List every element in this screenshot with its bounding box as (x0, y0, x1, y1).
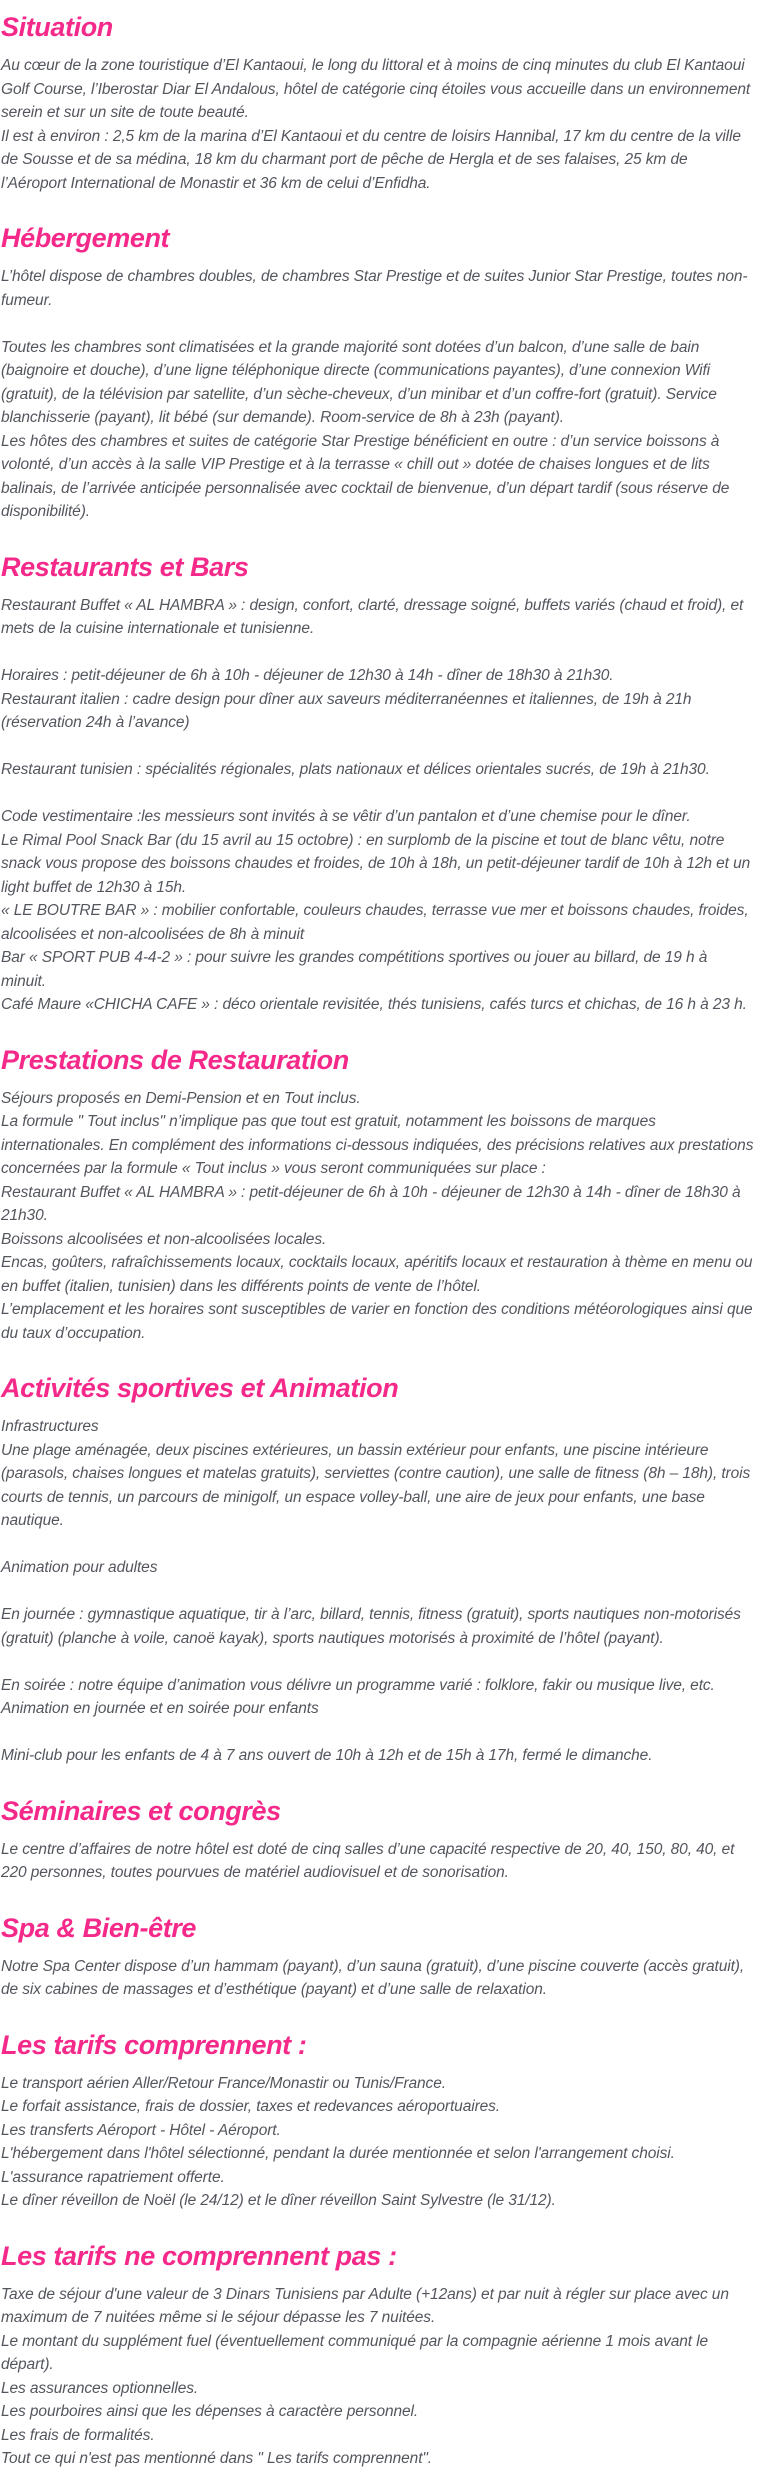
paragraph-spacer (1, 641, 756, 665)
paragraph: « LE BOUTRE BAR » : mobilier confortable, couleurs chaudes, terrasse vue mer et boissons chaudes, froides, alcoolisées et non-alcoolisées de 8h à minuit (1, 902, 749, 943)
section-heading: Hébergement (1, 223, 170, 253)
paragraph: Bar « SPORT PUB 4-4-2 » : pour suivre les grandes compétitions sportives ou jouer au billard, de 19 h à minuit. (1, 949, 708, 990)
paragraph: Les transferts Aéroport - Hôtel - Aéroport. (1, 2121, 281, 2139)
paragraph: Les pourboires ainsi que les dépenses à caractère personnel. (1, 2403, 419, 2420)
paragraph: Le montant du supplément fuel (éventuellement communiqué par la compagnie aérienne 1 mois avant le départ). (1, 2332, 709, 2373)
paragraph: Animation pour adultes (1, 1559, 158, 1576)
paragraph: L’hôtel dispose de chambres doubles, de chambres Star Prestige et de suites Junior Star Prestige, toutes non-fumeur. (1, 268, 748, 309)
paragraph: L’emplacement et les horaires sont susceptibles de varier en fonction des conditions météorologiques ainsi que du taux d’occupation. (1, 1301, 753, 1342)
paragraph: Une plage aménagée, deux piscines extérieures, un bassin extérieur pour enfants, une piscine intérieure (parasols, chaises longues et matelas gratuits), serviettes (contre caution), une salle de fitness (8h – 18h), trois courts de tennis, un parcours de minigolf, un espace volley-ball, une aire de jeux pour enfants, une base nautique. (1, 1441, 751, 1529)
paragraph: Le centre d’affaires de notre hôtel est doté de cinq salles d’une capacité respective de 20, 40, 150, 80, 40, et 220 personnes, toutes pourvues de matériel audiovisuel et de sonorisation. (1, 1840, 735, 1881)
paragraph: Les assurances optionnelles. (1, 2379, 199, 2397)
section-spa-bien-etre (1, 1911, 756, 2002)
paragraph-spacer (1, 1580, 756, 1604)
paragraph: Au cœur de la zone touristique d’El Kantaoui, le long du littoral et à moins de cinq minutes du club El Kantaoui Golf Course, l’Iberostar Diar El Andalous, hôtel de catégorie cinq étoiles vous accueille dans un environnement serein et sur un site de toute beauté. (1, 57, 751, 121)
paragraph: Taxe de séjour d'une valeur de 3 Dinars Tunisiens par Adulte (+12ans) et par nuit à régler sur place avec un maximum de 7 nuitées même si le séjour dépasse les 7 nuitées. (1, 2285, 729, 2326)
section-heading: Les tarifs comprennent : (1, 2029, 307, 2060)
section-les-tarifs-comprennent (1, 2028, 756, 2213)
paragraph-spacer (1, 1650, 756, 1674)
paragraph-spacer (1, 782, 756, 806)
paragraph: Café Maure «CHICHA CAFE » : déco orientale revisitée, thés tunisiens, cafés turcs et chichas, de 16 h à 23 h. (1, 996, 747, 1013)
paragraph: En soirée : notre équipe d’animation vous délivre un programme varié : folklore, fakir ou musique live, etc. (1, 1676, 715, 1694)
paragraph: Tout ce qui n'est pas mentionné dans " Les tarifs comprennent". (1, 2450, 433, 2467)
paragraph-spacer (1, 312, 756, 336)
paragraph: Le transport aérien Aller/Retour France/Monastir ou Tunis/France. (1, 2074, 446, 2092)
paragraph-spacer (1, 1533, 756, 1557)
section-restaurants-et-bars (1, 550, 756, 1017)
paragraph: Restaurant italien : cadre design pour dîner aux saveurs méditerranéennes et italiennes, de 19h à 21h (réservation 24h à l’avance) (1, 690, 692, 731)
section-heading: Les tarifs ne comprennent pas : (1, 2240, 397, 2271)
paragraph: Restaurant tunisien : spécialités régionales, plats nationaux et délices orientales sucrés, de 19h à 21h30. (1, 761, 710, 778)
paragraph: L'assurance rapatriement offerte. (1, 2168, 225, 2186)
paragraph: Les frais de formalités. (1, 2426, 155, 2444)
paragraph: Horaires : petit-déjeuner de 6h à 10h - déjeuner de 12h30 à 14h - dîner de 18h30 à 21h30. (1, 667, 614, 684)
paragraph: Animation en journée et en soirée pour enfants (1, 1700, 319, 1717)
section-heading: Séminaires et congrès (1, 1795, 281, 1826)
paragraph: Encas, goûters, rafraîchissements locaux, cocktails locaux, apéritifs locaux et restauration à thème en menu ou en buffet (italien, tunisien) dans les différents points de vente de l’hôtel. (1, 1254, 753, 1295)
section-activites-sportives-et-animation (1, 1371, 756, 1768)
section-heading: Prestations de Restauration (1, 1044, 349, 1075)
paragraph: Le forfait assistance, frais de dossier, taxes et redevances aéroportuaires. (1, 2098, 501, 2115)
section-les-tarifs-ne-comprennent-pas (1, 2239, 756, 2471)
paragraph: Le dîner réveillon de Noël (le 24/12) et le dîner réveillon Saint Sylvestre (le 31/12). (1, 2192, 556, 2209)
paragraph: Notre Spa Center dispose d’un hammam (payant), d’un sauna (gratuit), d’une piscine couverte (accès gratuit), de six cabines de massages et d’esthétique (payant) et d’une salle de relaxation. (1, 1957, 745, 1998)
paragraph: Toutes les chambres sont climatisées et la grande majorité sont dotées d’un balcon, d’une salle de bain (baignoire et douche), d’une ligne téléphonique directe (communications payantes), d’une connexion Wifi (gratuit), de la télévision par satellite, d’un sèche-cheveux, d’un minibar et d’un coffre-fort (gratuit). Service blanchisserie (payant), lit bébé (sur demande). Room-service de 8h à 23h (payant). (1, 338, 717, 426)
paragraph: Restaurant Buffet « AL HAMBRA » : petit-déjeuner de 6h à 10h - déjeuner de 12h30 à 14h - dîner de 18h30 à 21h30. (1, 1183, 741, 1224)
paragraph-spacer (1, 1721, 756, 1745)
paragraph: Le Rimal Pool Snack Bar (du 15 avril au 15 octobre) : en surplomb de la piscine et tout de blanc vêtu, notre snack vous propose des boissons chaudes et froides, de 10h à 18h, un petit-déjeuner tardif de 10h à 12h et un light buffet de 12h30 à 15h. (1, 831, 751, 896)
paragraph: La formule " Tout inclus" n’implique pas que tout est gratuit, notamment les boissons de marques internationales. En complément des informations ci-dessous indiquées, des précisions relatives aux prestations concernées par la formule « Tout inclus » vous seront communiquées sur place : (1, 1113, 754, 1177)
paragraph: Code vestimentaire :les messieurs sont invités à se vêtir d’un pantalon et d’une chemise pour le dîner. (1, 808, 691, 825)
paragraph: Infrastructures (1, 1418, 99, 1435)
section-hebergement (1, 221, 756, 524)
paragraph-spacer (1, 735, 756, 759)
section-heading: Activités sportives et Animation (1, 1373, 399, 1403)
paragraph: En journée : gymnastique aquatique, tir à l’arc, billard, tennis, fitness (gratuit), sports nautiques non-motorisés (gratuit) (planche à voile, canoë kayak), sports nautiques motorisés à proximité de l’hôtel (payant). (1, 1606, 741, 1647)
paragraph: Restaurant Buffet « AL HAMBRA » : design, confort, clarté, dressage soigné, buffets variés (chaud et froid), et mets de la cuisine internationale et tunisienne. (1, 596, 744, 637)
paragraph: Les hôtes des chambres et suites de catégorie Star Prestige bénéficient en outre : d’un service boissons à volonté, d’un accès à la salle VIP Prestige et à la terrasse « chill out » dotée de chaises longues et de lits balinais, de l’arrivée anticipée personnalisée avec cocktail de bienvenue, d’un départ tardif (sous réserve de disponibilité). (1, 432, 730, 520)
paragraph: Boissons alcoolisées et non-alcoolisées locales. (1, 1230, 327, 1248)
paragraph: L'hébergement dans l'hôtel sélectionné, pendant la durée mentionnée et selon l'arrangement choisi. (1, 2145, 675, 2162)
section-seminaires-et-congres (1, 1794, 756, 1885)
paragraph: Mini-club pour les enfants de 4 à 7 ans ouvert de 10h à 12h et de 15h à 17h, fermé le dimanche. (1, 1747, 653, 1764)
section-heading: Spa & Bien-être (1, 1912, 197, 1943)
section-heading: Restaurants et Bars (1, 551, 249, 582)
paragraph: Il est à environ : 2,5 km de la marina d’El Kantaoui et du centre de loisirs Hannibal, 17 km du centre de la ville de Sousse et de sa médina, 18 km du charmant port de pêche de Hergla et de ses falaises, 25 km de l’Aéroport International de Monastir et 36 km de celui d’Enfidha. (1, 127, 741, 192)
section-prestations-de-restauration (1, 1043, 756, 1346)
section-heading: Situation (1, 12, 113, 42)
paragraph: Séjours proposés en Demi-Pension et en Tout inclus. (1, 1089, 361, 1107)
section-situation (1, 10, 756, 195)
